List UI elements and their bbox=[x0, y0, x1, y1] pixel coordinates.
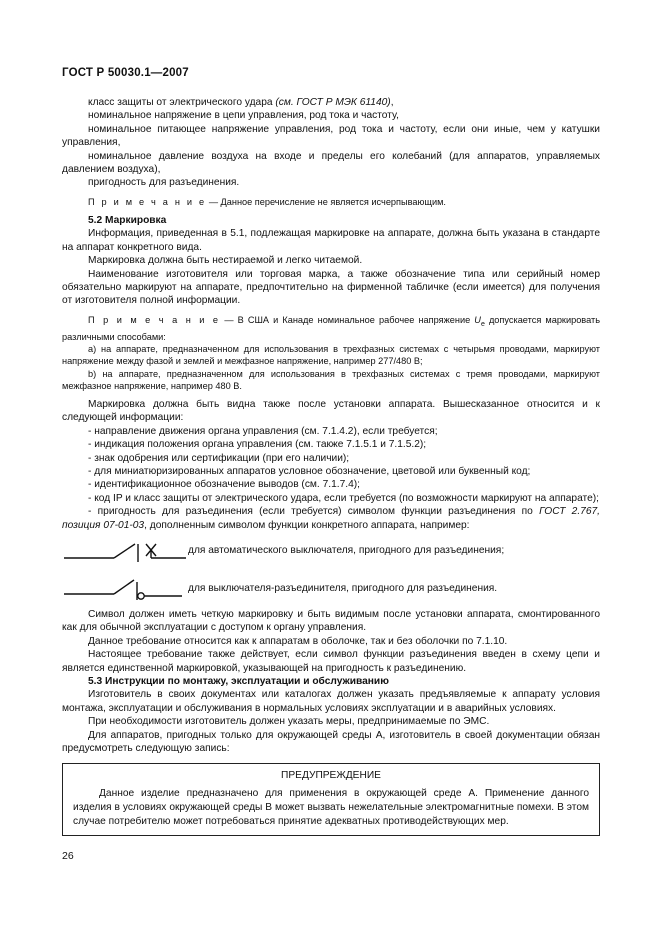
note-item: a) на аппарате, предназначенном для использования в трехфазных системах с четырьмя проводами, маркируют напряжение между фазой и землей и межфазное напряжение, например 277/480 В; bbox=[62, 344, 600, 367]
paragraph: Настоящее требование также действует, если символ функции разъединения введен в схему цепи и является единственной маркировкой, указывающей на пригодность к разъединению. bbox=[62, 649, 600, 674]
paragraph: Наименование изготовителя или торговая марка, а также обозначение типа или серийный номер обязательно маркируют на аппарате, предпочтительно на фирменной табличке (если имеется) для получения от изготовителя полной информации. bbox=[62, 268, 600, 307]
warning-text: Данное изделие предназначено для применения в окружающей среде А. Применение данного изделия в условиях окружающей среды B может вызвать нежелательные электромагнитные помехи. В этом случае потребителю может потребоваться принятие адекватных противодействующих мер. bbox=[73, 788, 589, 827]
paragraph: Для аппаратов, пригодных только для окружающей среды А, изготовитель в своей документации обязан предусмотреть следующую запись: bbox=[62, 729, 600, 755]
note: П р и м е ч а н и е — В США и Канаде номинальное рабочее напряжение $U_e$ допускается маркировать различными способами: bbox=[62, 314, 600, 342]
note-item: b) на аппарате, предназначенном для использования в трехфазных системах с тремя проводами, маркируют межфазное напряжение, например 480 В. bbox=[62, 368, 600, 391]
list-item: номинальное напряжение в цепи управления, род тока и частоту, bbox=[88, 110, 399, 122]
list-item: номинальное питающее напряжение управления, род тока и частоту, если они иные, чем у катушки управления, bbox=[62, 123, 600, 149]
dash-item: - для миниатюризированных аппаратов условное обозначение, цветовой или буквенный код; bbox=[88, 465, 531, 477]
list-item: пригодность для разъединения. bbox=[88, 177, 240, 189]
dash-item: - знак одобрения или сертификации (при его наличии); bbox=[88, 452, 350, 464]
paragraph: Маркировка должна быть видна также после установки аппарата. Вышесказанное относится и к следующей информации: bbox=[62, 398, 600, 424]
paragraph: Маркировка должна быть нестираемой и легко читаемой. bbox=[88, 255, 363, 267]
document-body bbox=[62, 96, 600, 836]
paragraph: Информация, приведенная в 5.1, подлежащая маркировке на аппарате, должна быть указана в стандарте на аппарат конкретного вида. bbox=[62, 228, 600, 253]
note: П р и м е ч а н и е — Данное перечисление не является исчерпывающим. bbox=[88, 196, 446, 207]
circuit-breaker-isolation-symbol-icon bbox=[62, 536, 188, 566]
dash-item: - пригодность для разъединения (если требуется) символом функции разъединения по ГОСТ 2.767, позиция 07-01-03, дополненным символом функции конкретного аппарата, например: bbox=[62, 506, 600, 531]
symbol-row bbox=[62, 570, 600, 608]
warning-title: ПРЕДУПРЕЖДЕНИЕ bbox=[281, 770, 381, 782]
list-item: номинальное давление воздуха на входе и пределы его колебаний (для аппаратов, управляемых давлением воздуха), bbox=[62, 150, 600, 176]
symbol-row bbox=[62, 532, 600, 570]
paragraph: Данное требование относится как к аппаратам в оболочке, так и без оболочки по 7.1.10. bbox=[88, 635, 508, 647]
paragraph: Символ должен иметь четкую маркировку и быть видимым после установки аппарата, смонтированного как для обычной эксплуатации с доступом к органу управления. bbox=[62, 609, 600, 634]
dash-item: - индикация положения органа управления (см. также 7.1.5.1 и 7.1.5.2); bbox=[88, 439, 427, 451]
symbol-label: для выключателя-разъединителя, пригодного для разъединения. bbox=[188, 583, 498, 595]
dash-item: - код IP и класс защиты от электрического удара, если требуется (по возможности маркируют на аппарате); bbox=[88, 492, 599, 504]
switch-disconnector-symbol-icon bbox=[62, 574, 188, 604]
page-number: 26 bbox=[62, 850, 74, 862]
dash-item: - направление движения органа управления (см. 7.1.4.2), если требуется; bbox=[88, 425, 438, 437]
paragraph: Изготовитель в своих документах или каталогах должен указать предъявляемые к аппарату условия монтажа, эксплуатации и обслуживания в нормальных условиях эксплуатации и в аварийных условиях. bbox=[62, 689, 600, 714]
section-heading: 5.2 Маркировка bbox=[88, 215, 167, 227]
symbol-label: для автоматического выключателя, пригодного для разъединения; bbox=[188, 545, 505, 557]
warning-box bbox=[62, 763, 600, 836]
dash-item: - идентификационное обозначение выводов (см. 7.1.7.4); bbox=[88, 479, 360, 491]
section-heading: 5.3 Инструкции по монтажу, эксплуатации и обслуживанию bbox=[88, 676, 389, 688]
list-item: класс защиты от электрического удара (см. ГОСТ Р МЭК 61140), bbox=[88, 97, 394, 108]
standard-header: ГОСТ Р 50030.1—2007 bbox=[62, 67, 189, 79]
paragraph: При необходимости изготовитель должен указать меры, предпринимаемые по ЭМС. bbox=[88, 716, 490, 728]
